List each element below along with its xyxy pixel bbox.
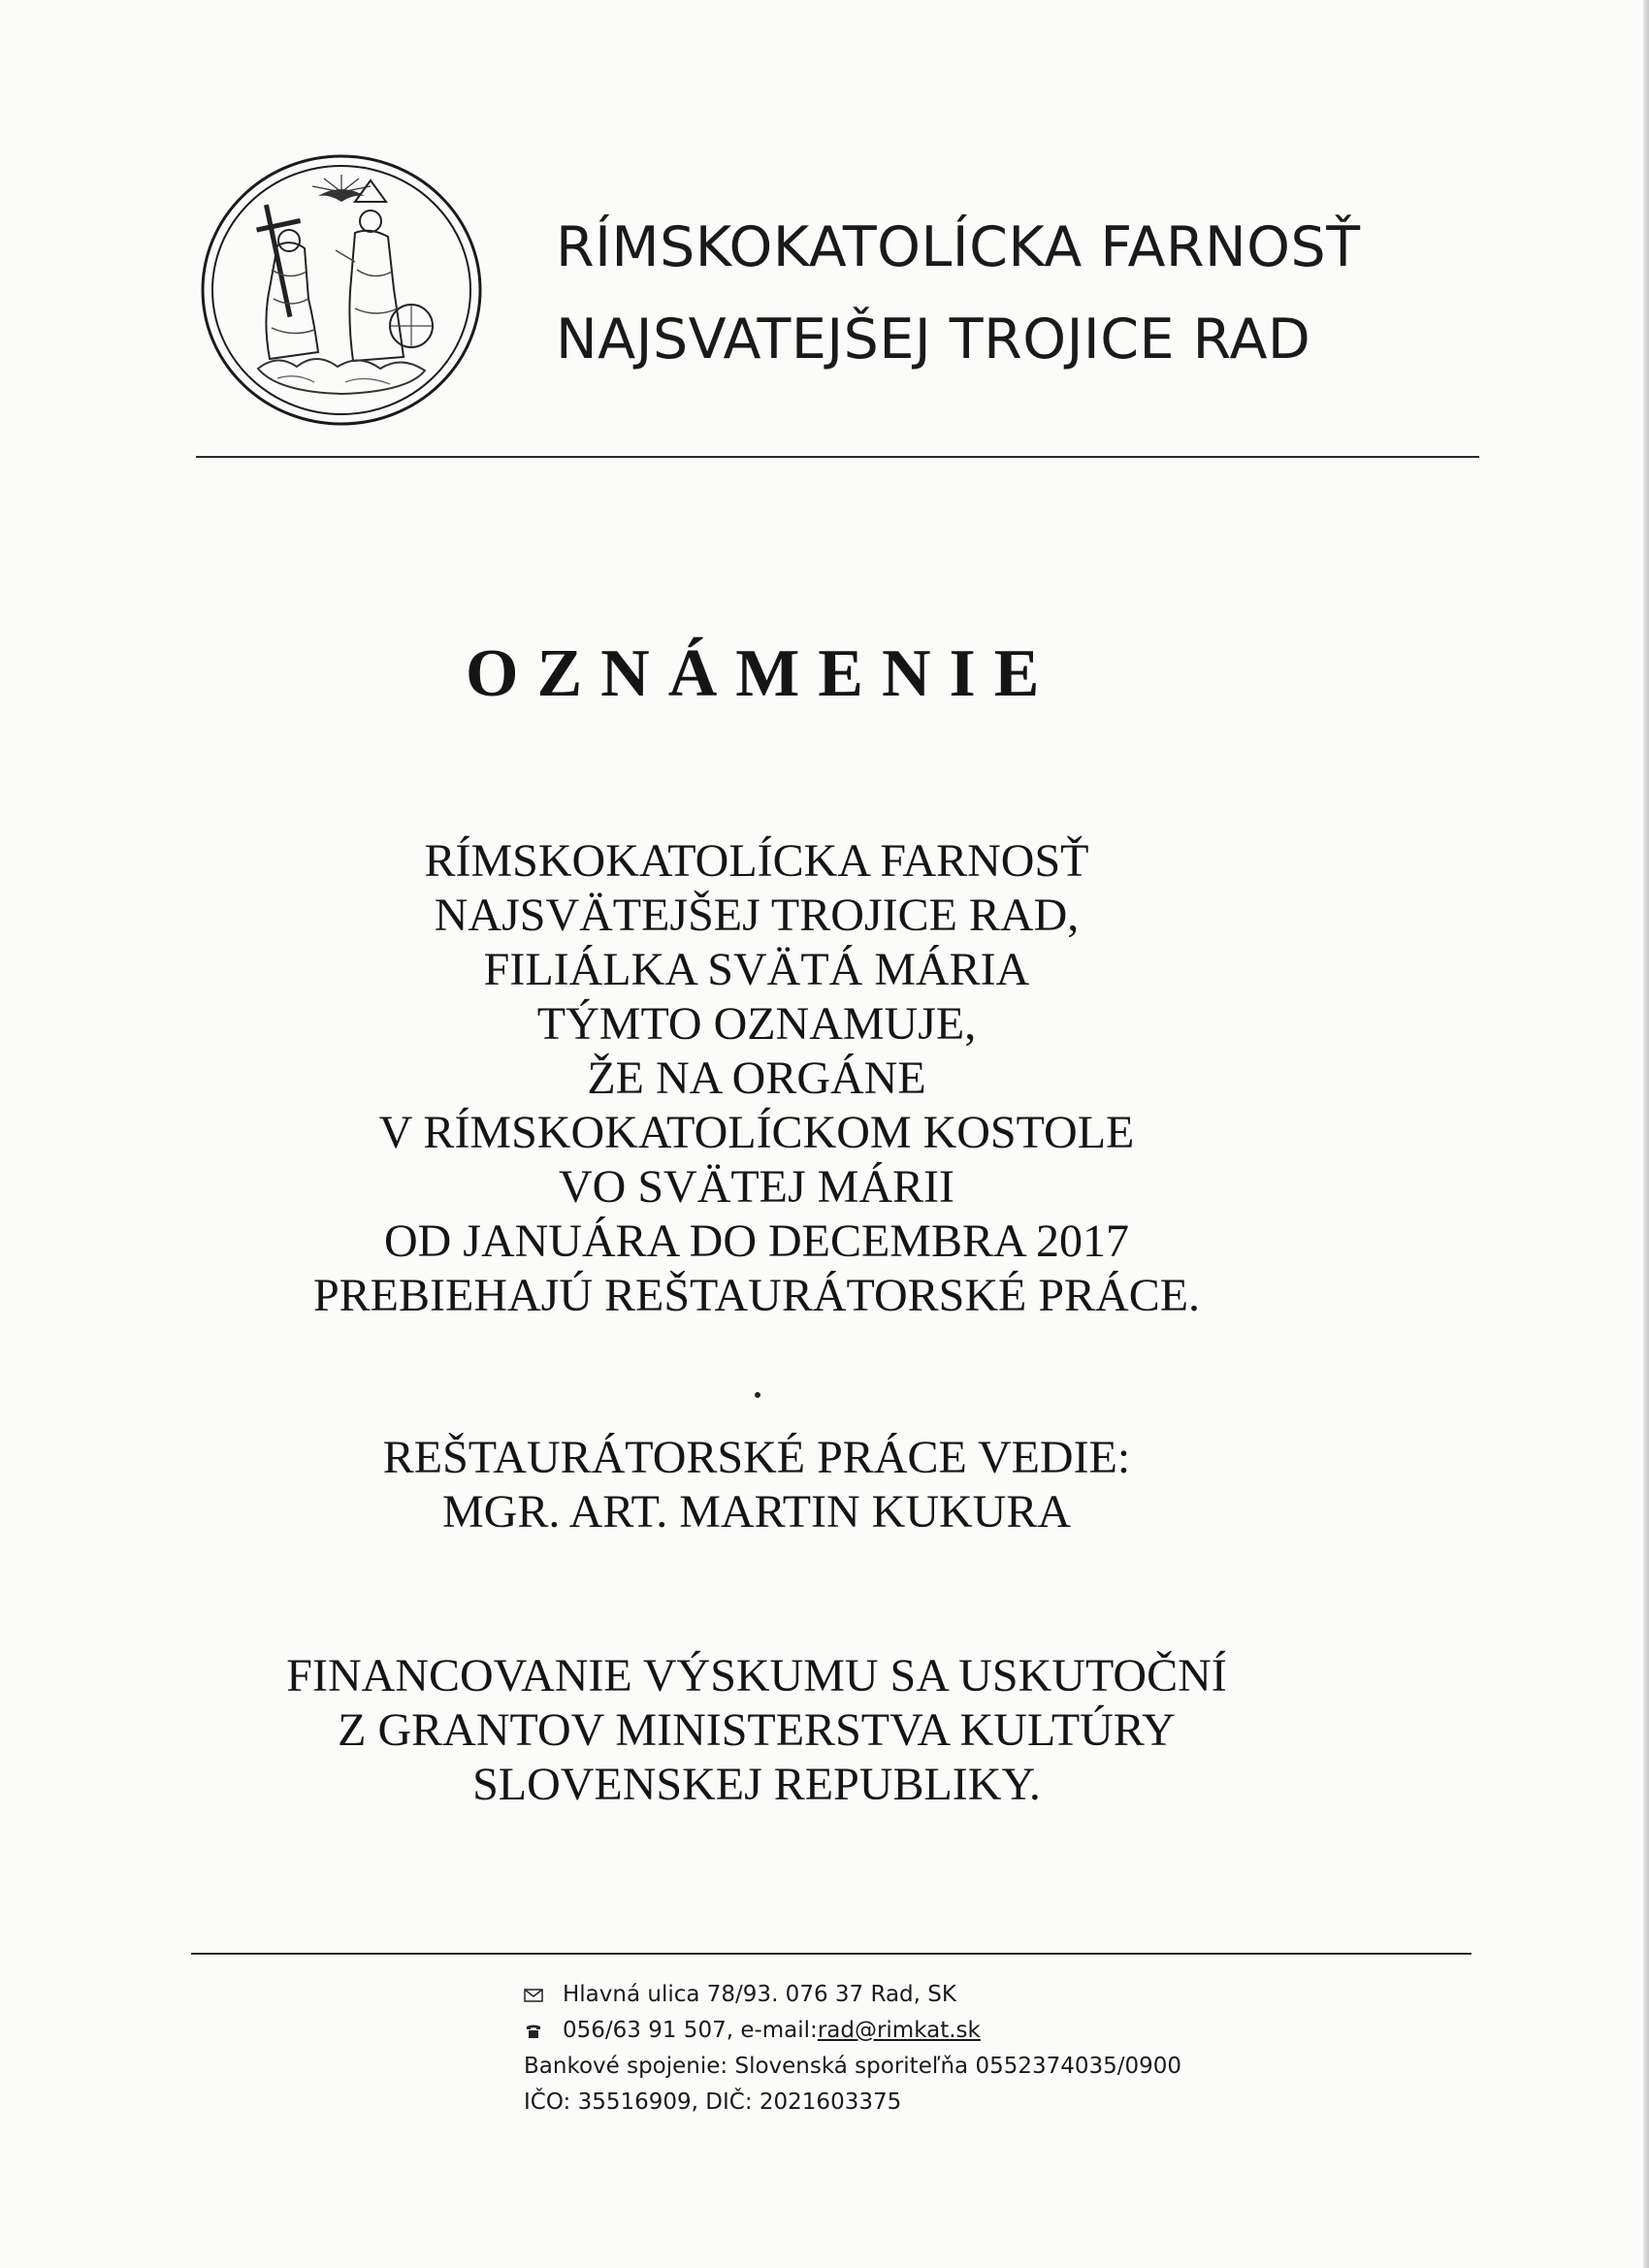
text-line: REŠTAURÁTORSKÉ PRÁCE VEDIE: — [382, 1432, 1131, 1483]
address-text: Hlavná ulica 78/93. 076 37 Rad, SK — [563, 1982, 956, 2007]
header-divider — [196, 456, 1479, 458]
trinity-seal-icon — [200, 153, 483, 427]
text-line: V RÍMSKOKATOLÍCKOM KOSTOLE — [378, 1107, 1135, 1158]
parish-title-line2: NAJSVATEJŠEJ TROJICE RAD — [556, 308, 1311, 372]
envelope-icon — [524, 1988, 543, 2003]
announcement-paragraph — [146, 834, 1368, 1323]
address-row — [524, 1977, 1181, 2013]
text-line: SLOVENSKEJ REPUBLIKY. — [472, 1759, 1041, 1810]
bank-text: Bankové spojenie: Slovenská sporiteľňa 0552374035/0900 — [524, 2054, 1182, 2079]
text-line: FILIÁLKA SVÄTÁ MÁRIA — [483, 944, 1030, 995]
phone-text: 056/63 91 507, e-mail: — [563, 2018, 818, 2043]
text-line: Z GRANTOV MINISTERSTVA KULTÚRY — [338, 1704, 1176, 1756]
announcement-title: OZNÁMENIE — [466, 636, 1058, 711]
footer-divider — [191, 1953, 1471, 1955]
ids-row — [524, 2085, 1181, 2121]
phone-row — [524, 2013, 1181, 2049]
parish-title-line1: RÍMSKOKATOLÍCKA FARNOSŤ — [556, 215, 1361, 279]
funding-paragraph — [146, 1649, 1368, 1812]
text-line: PREBIEHAJÚ REŠTAURÁTORSKÉ PRÁCE. — [312, 1270, 1201, 1321]
text-line: RÍMSKOKATOLÍCKA FARNOSŤ — [424, 835, 1089, 887]
bank-row — [524, 2049, 1181, 2085]
page-edge — [1643, 0, 1649, 2268]
text-line: OD JANUÁRA DO DECEMBRA 2017 — [383, 1215, 1130, 1267]
text-line: MGR. ART. MARTIN KUKURA — [441, 1486, 1072, 1538]
parish-title — [556, 202, 1361, 386]
text-line: NAJSVÄTEJŠEJ TROJICE RAD, — [434, 890, 1080, 941]
email-link[interactable]: rad@rimkat.sk — [817, 2018, 981, 2043]
restorer-paragraph — [146, 1431, 1368, 1539]
ids-text: IČO: 35516909, DIČ: 2021603375 — [524, 2090, 902, 2115]
stray-dot — [755, 1392, 760, 1398]
text-line: VO SVÄTEJ MÁRII — [559, 1161, 954, 1213]
contact-footer — [524, 1977, 1181, 2121]
text-line: ŽE NA ORGÁNE — [587, 1053, 926, 1104]
text-line: FINANCOVANIE VÝSKUMU SA USKUTOČNÍ — [286, 1650, 1227, 1701]
text-line: TÝMTO OZNAMUJE, — [536, 998, 977, 1050]
phone-icon — [524, 2024, 543, 2039]
